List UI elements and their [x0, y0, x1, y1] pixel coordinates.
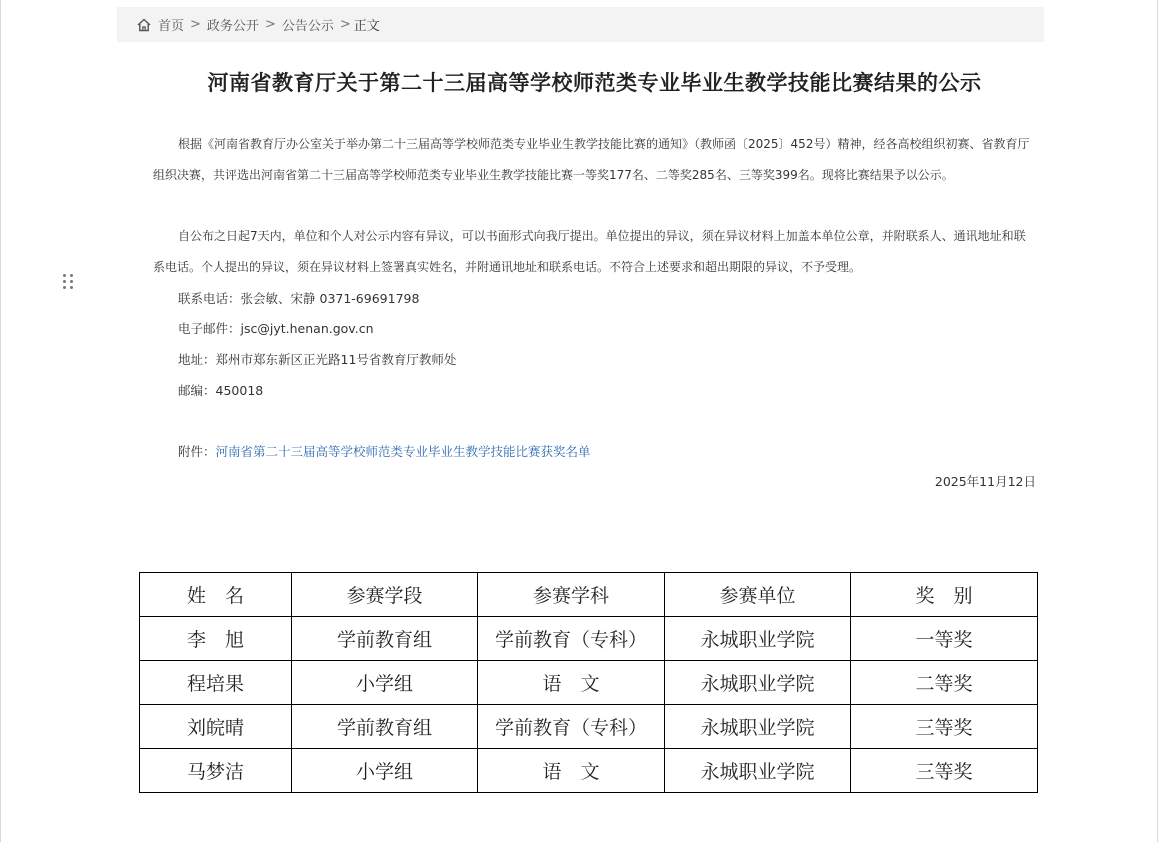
contact-zip-label: 邮编：: [178, 383, 216, 398]
contact-email-value: jsc@jyt.henan.gov.cn: [240, 321, 374, 336]
contact-email: [178, 319, 374, 337]
contact-zip-value: 450018: [215, 383, 264, 398]
breadcrumb-home[interactable]: 首页: [158, 19, 185, 34]
notice-date: 2025年11月12日: [934, 474, 1036, 489]
cell-name: 李 旭: [140, 617, 292, 661]
cell-award: 一等奖: [851, 617, 1038, 661]
contact-address-value: 郑州市郑东新区正光路11号省教育厅教师处: [215, 352, 457, 367]
table-header-row: [140, 573, 1038, 617]
attachment-label: 附件：: [178, 444, 216, 459]
page-left-border: [0, 0, 1, 842]
award-table: [139, 572, 1038, 793]
notice-paragraph-1: 根据《河南省教育厅办公室关于举办第二十三届高等学校师范类专业毕业生教学技能比赛的通知》（教师函〔2025〕452号）精神，经各高校组织初赛、省教育厅组织决赛，共评选出河南省第二十三届高等学校师范类专业毕业生教学技能比赛一等奖177名、二等奖285名、三等奖399名。现将比赛结果予以公示。: [153, 137, 1030, 182]
notice-screenshot: [117, 7, 1044, 555]
contact-zip: [178, 381, 263, 399]
contact-address: [178, 350, 456, 368]
table-row: [140, 749, 1038, 793]
header-subject: 参赛学科: [478, 573, 665, 617]
notice-title: 河南省教育厅关于第二十三届高等学校师范类专业毕业生教学技能比赛结果的公示: [207, 71, 982, 95]
page-right-border: [1157, 0, 1158, 842]
contact-phone-label: 联系电话：: [178, 291, 241, 306]
table-row: [140, 705, 1038, 749]
cell-award: 二等奖: [851, 661, 1038, 705]
cell-unit: 永城职业学院: [665, 705, 851, 749]
cell-stage: 学前教育组: [292, 617, 478, 661]
cell-unit: 永城职业学院: [665, 617, 851, 661]
contact-phone: [178, 289, 419, 307]
cell-subject: 语 文: [478, 749, 665, 793]
breadcrumb: [117, 7, 1044, 42]
contact-phone-value: 张会敏、宋静 0371-69691798: [240, 291, 420, 306]
attachment: [178, 442, 591, 460]
cell-stage: 学前教育组: [292, 705, 478, 749]
cell-unit: 永城职业学院: [665, 661, 851, 705]
cell-name: 刘皖晴: [140, 705, 292, 749]
breadcrumb-gov-affairs[interactable]: 政务公开: [206, 19, 259, 34]
cell-subject: 语 文: [478, 661, 665, 705]
breadcrumb-current: 正文: [353, 19, 380, 34]
cell-award: 三等奖: [851, 749, 1038, 793]
contact-address-label: 地址：: [178, 352, 216, 367]
cell-subject: 学前教育（专科）: [478, 705, 665, 749]
home-icon[interactable]: [136, 17, 152, 33]
header-unit: 参赛单位: [665, 573, 851, 617]
breadcrumb-separator: >: [264, 17, 276, 32]
notice-paragraph-2: 自公布之日起7天内，单位和个人对公示内容有异议，可以书面形式向我厅提出。单位提出的异议，须在异议材料上加盖本单位公章，并附联系人、通讯地址和联系电话。个人提出的异议，须在异议材料上签署真实姓名，并附通讯地址和联系电话。不符合上述要求和超出期限的异议，不予受理。: [153, 229, 1026, 274]
cell-name: 程培果: [140, 661, 292, 705]
drag-handle-icon[interactable]: [63, 274, 75, 292]
cell-stage: 小学组: [292, 749, 478, 793]
cell-award: 三等奖: [851, 705, 1038, 749]
breadcrumb-separator: >: [339, 17, 351, 32]
header-stage: 参赛学段: [292, 573, 478, 617]
attachment-link[interactable]: 河南省第二十三届高等学校师范类专业毕业生教学技能比赛获奖名单: [215, 444, 591, 459]
breadcrumb-announcements[interactable]: 公告公示: [281, 19, 334, 34]
table-row: [140, 661, 1038, 705]
cell-unit: 永城职业学院: [665, 749, 851, 793]
breadcrumb-separator: >: [190, 17, 201, 32]
cell-stage: 小学组: [292, 661, 478, 705]
header-name: 姓 名: [140, 573, 292, 617]
table-row: [140, 617, 1038, 661]
header-award: 奖 别: [851, 573, 1038, 617]
contact-email-label: 电子邮件：: [178, 321, 241, 336]
cell-name: 马梦洁: [140, 749, 292, 793]
cell-subject: 学前教育（专科）: [478, 617, 665, 661]
